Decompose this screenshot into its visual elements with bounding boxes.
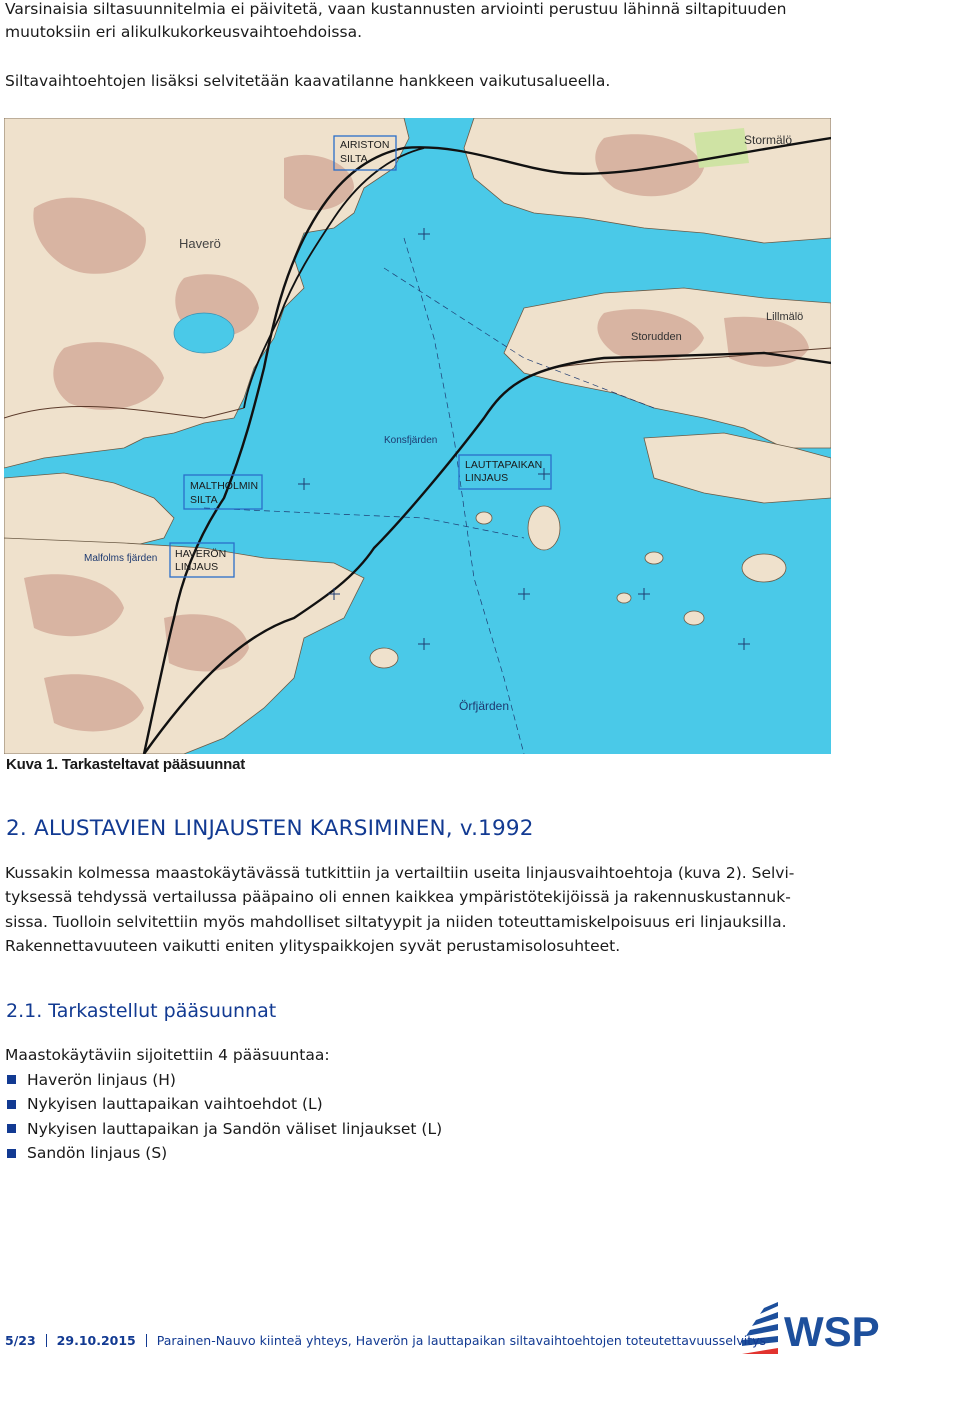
box-maltholmin-line1: MALTHOLMIN bbox=[190, 480, 259, 492]
map-island-2 bbox=[742, 554, 786, 582]
square-bullet-icon bbox=[7, 1149, 16, 1158]
map-island-3 bbox=[476, 512, 492, 524]
place-stormalo: Stormälö bbox=[744, 133, 793, 147]
box-maltholmin-line2: SILTA bbox=[190, 494, 218, 506]
intro-line-2: muutoksiin eri alikulkukorkeusvaihtoehdoissa. bbox=[5, 23, 362, 41]
section-paragraph-line-4: Rakennettavuuteen vaikutti eniten ylityspaikkojen syvät perustamisolosuhteet. bbox=[5, 937, 621, 955]
place-orfjarden: Örfjärden bbox=[459, 699, 510, 713]
intro-line-3: Siltavaihtoehtojen lisäksi selvitetään kaavatilanne hankkeen vaikutusalueella. bbox=[5, 72, 611, 90]
intro-line-1: Varsinaisia siltasuunnitelmia ei päivitetä, vaan kustannusten arviointi perustuu lähinnä siltapituuden bbox=[5, 0, 787, 18]
section-paragraph-line-1: Kussakin kolmessa maastokäytävässä tutkittiin ja vertailtiin useita linjausvaihtoehtoja (kuva 2). Selvi- bbox=[5, 864, 795, 882]
list-item-text: Haverön linjaus (H) bbox=[27, 1070, 176, 1089]
map-island-6 bbox=[617, 593, 631, 603]
list-item bbox=[5, 1092, 442, 1117]
square-bullet-icon bbox=[7, 1124, 16, 1133]
map-island-1 bbox=[528, 506, 560, 550]
footer-divider bbox=[46, 1334, 47, 1347]
wsp-logo bbox=[742, 1302, 912, 1356]
figure-caption: Kuva 1. Tarkasteltavat pääsuunnat bbox=[6, 756, 246, 773]
box-airiston-line2: SILTA bbox=[340, 153, 368, 165]
place-malfolms: Malfolms fjärden bbox=[84, 553, 158, 564]
list-item-text: Nykyisen lauttapaikan ja Sandön väliset linjaukset (L) bbox=[27, 1119, 443, 1138]
list-item-text: Sandön linjaus (S) bbox=[27, 1144, 168, 1162]
list-intro-text: Maastokäytäviin sijoitettiin 4 pääsuuntaa: bbox=[5, 1046, 330, 1064]
square-bullet-icon bbox=[7, 1100, 16, 1109]
box-lauttapaikan-line2: LINJAUS bbox=[465, 472, 509, 484]
box-airiston-line1: AIRISTON bbox=[340, 139, 390, 151]
direction-list bbox=[5, 1043, 442, 1166]
section-heading: 2. ALUSTAVIEN LINJAUSTEN KARSIMINEN, v.1992 bbox=[6, 816, 534, 841]
footer-page-number: 5/23 bbox=[5, 1333, 36, 1348]
place-storudden: Storudden bbox=[631, 331, 682, 343]
place-havero: Haverö bbox=[179, 236, 221, 251]
map-island-7 bbox=[370, 648, 398, 668]
footer-title: Parainen-Nauvo kiinteä yhteys, Haverön ja lauttapaikan siltavaihtoehtojen toteutettavuusselvitys bbox=[156, 1333, 767, 1348]
map-island-4 bbox=[645, 552, 663, 564]
box-lauttapaikan-line1: LAUTTAPAIKAN bbox=[465, 459, 543, 471]
list-intro bbox=[5, 1043, 442, 1068]
square-bullet-icon bbox=[7, 1075, 16, 1084]
box-haveron-line2: LINJAUS bbox=[175, 561, 219, 573]
footer-divider bbox=[146, 1334, 147, 1347]
map-field bbox=[694, 128, 749, 168]
list-item-text: Nykyisen lauttapaikan vaihtoehdot (L) bbox=[27, 1095, 323, 1113]
map-lake bbox=[174, 313, 234, 353]
map-island-5 bbox=[684, 611, 704, 625]
footer-date: 29.10.2015 bbox=[56, 1333, 136, 1348]
list-item bbox=[5, 1141, 442, 1166]
map-figure bbox=[4, 118, 831, 754]
section-paragraph-line-3: sissa. Tuolloin selvitettiin myös mahdolliset siltatyypit ja niiden toteuttamiskelpoisuus eri linjauksilla. bbox=[5, 913, 787, 931]
list-item bbox=[5, 1068, 442, 1093]
place-konsfjarden: Konsfjärden bbox=[384, 435, 438, 446]
subsection-heading: 2.1. Tarkastellut pääsuunnat bbox=[6, 1000, 277, 1022]
place-lillmalo: Lillmälö bbox=[766, 311, 804, 323]
logo-text: WSP bbox=[784, 1308, 880, 1355]
box-haveron-line1: HAVERÖN bbox=[175, 548, 227, 560]
list-item bbox=[5, 1117, 442, 1142]
page-footer bbox=[5, 1333, 766, 1348]
section-paragraph-line-2: tyksessä tehdyssä vertailussa pääpaino oli ennen kaikkea ympäristötekijöissä ja rakennuskustannuk- bbox=[5, 888, 791, 906]
